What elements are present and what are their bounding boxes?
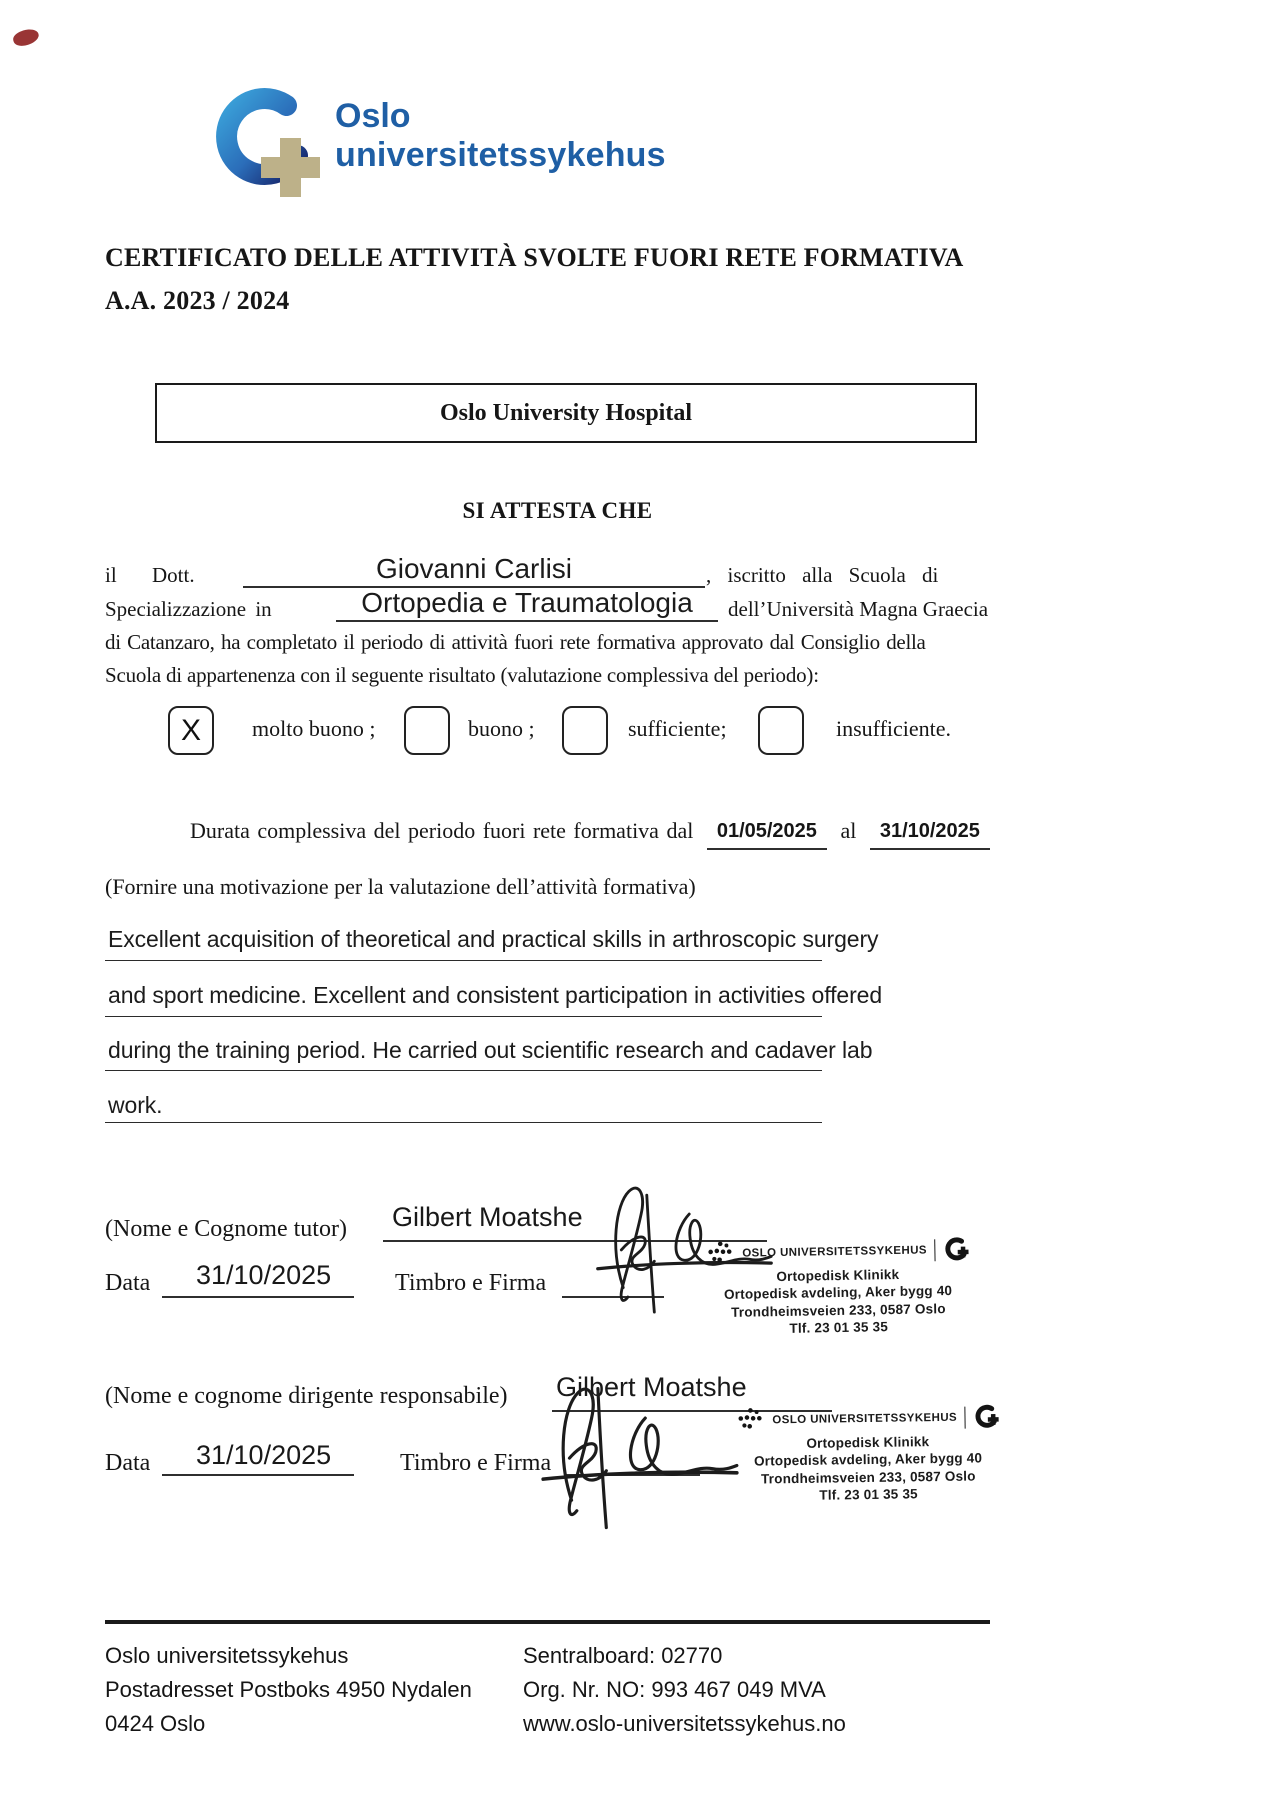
academic-year: A.A. 2023 / 2024 [105, 286, 290, 315]
specialization-field [336, 584, 718, 622]
stamp-phone: Tlf. 23 01 35 35 [789, 1319, 889, 1336]
certificate-title: CERTIFICATO DELLE ATTIVITÀ SVOLTE FUORI RETE FORMATIVA [105, 243, 964, 272]
stamp-divider [934, 1239, 936, 1261]
duration-line [190, 818, 996, 851]
label-molto-buono: molto buono ; [252, 716, 376, 741]
motivation-rule-3 [105, 1070, 822, 1071]
director-data-label: Data [105, 1450, 151, 1476]
motivation-rule-2 [105, 1016, 822, 1017]
date-from-field: 01/05/2025 [707, 820, 827, 850]
motivation-heading: (Fornire una motivazione per la valutazione dell’attività formativa) [105, 874, 696, 899]
tutor-stamp-label: Timbro e Firma [395, 1270, 547, 1296]
motivation-line-1: Excellent acquisition of theoretical and practical skills in arthroscopic surgery [108, 926, 879, 952]
checkbox-buono [404, 706, 450, 755]
date-to-field: 31/10/2025 [870, 820, 990, 850]
hospital-stamp-director [717, 1403, 1018, 1504]
motivation-rule-4 [105, 1122, 822, 1123]
oslo-university-hospital-logo-icon [213, 86, 323, 198]
director-label: (Nome e cognome dirigente responsabile) [105, 1383, 508, 1409]
footer-switchboard: Sentralboard: 02770 [523, 1643, 723, 1668]
motivation-line-4: work. [108, 1092, 163, 1118]
motivation-line-3: during the training period. He carried out scientific research and cadaver lab [108, 1037, 873, 1063]
tutor-date: 31/10/2025 [196, 1260, 332, 1290]
stamp-phone: Tlf. 23 01 35 35 [819, 1486, 918, 1503]
doctor-name-value: Giovanni Carlisi [375, 553, 573, 584]
stamp-org-name: OSLO UNIVERSITETSSYKEHUS [742, 1243, 928, 1260]
stamp-logo-icon [972, 1403, 999, 1430]
footer-website: www.oslo-universitetssykehus.no [523, 1711, 846, 1736]
tutor-label: (Nome e Cognome tutor) [105, 1216, 347, 1242]
stamp-department: Ortopedisk avdeling, Aker bygg 40 [723, 1283, 953, 1302]
logo-wordmark-line1: Oslo [335, 97, 411, 135]
hospital-name: Oslo University Hospital [439, 399, 692, 426]
line2-prefix: Specializzazione in [105, 597, 272, 621]
footer-postal-address: Postadresset Postboks 4950 Nydalen [105, 1677, 472, 1702]
footer-org-name: Oslo universitetssykehus [105, 1643, 349, 1668]
paragraph-line4: Scuola di appartenenza con il seguente risultato (valutazione complessiva del periodo): [105, 663, 819, 687]
checkbox-sufficiente [562, 706, 608, 755]
word-il: il [105, 563, 117, 587]
logo-cross [261, 138, 320, 197]
duration-prefix: Durata complessiva del periodo fuori rete formativa dal [190, 818, 694, 843]
label-buono: buono ; [468, 716, 535, 741]
line2-suffix: dell’Università Magna Graecia [728, 597, 989, 621]
stamp-logo-icon [942, 1236, 969, 1263]
stamp-address: Trondheimsveien 233, 0587 Oslo [730, 1300, 946, 1320]
stamp-divider [964, 1406, 966, 1428]
specialization-value: Ortopedia e Traumatologia [361, 587, 693, 618]
checkbox-insufficiente [758, 706, 804, 755]
doctor-name-field [243, 550, 705, 588]
motivation-rule-1 [105, 960, 822, 961]
paragraph-line3: di Catanzaro, ha completato il periodo di attività fuori rete formativa approvato dal Consiglio della [105, 630, 926, 654]
director-name: Gilbert Moatshe [556, 1372, 747, 1402]
tutor-date-rule [162, 1296, 354, 1298]
stamp-org-name: OSLO UNIVERSITETSSYKEHUS [772, 1411, 958, 1426]
red-ink-mark [11, 26, 40, 48]
checkbox-x-mark: X [180, 713, 201, 747]
logo-wordmark-line2: universitetssykehus [335, 136, 666, 174]
label-sufficiente: sufficiente; [628, 716, 727, 741]
hospital-name-box [155, 383, 977, 443]
motivation-line-2: and sport medicine. Excellent and consistent participation in activities offered [108, 982, 883, 1008]
stamp-clinic: Ortopedisk Klinikk [776, 1266, 900, 1284]
stamp-address: Trondheimsveien 233, 0587 Oslo [760, 1468, 976, 1486]
attestation-heading: SI ATTESTA CHE [462, 498, 653, 523]
stamp-dots-icon [735, 1406, 765, 1433]
footer-org-number: Org. Nr. NO: 993 467 049 MVA [523, 1677, 826, 1702]
line1-suffix: , iscritto alla Scuola di [706, 563, 939, 587]
tutor-name: Gilbert Moatshe [392, 1202, 583, 1232]
stamp-dots-icon [705, 1240, 735, 1268]
label-insufficiente: insufficiente. [836, 716, 952, 741]
director-date: 31/10/2025 [196, 1440, 332, 1470]
director-signature [540, 1372, 740, 1540]
footer-city: 0424 Oslo [105, 1711, 206, 1736]
stamp-clinic: Ortopedisk Klinikk [806, 1433, 930, 1451]
director-date-rule [162, 1474, 354, 1476]
hospital-stamp-tutor [687, 1235, 989, 1337]
stamp-department: Ortopedisk avdeling, Aker bygg 40 [753, 1450, 983, 1469]
word-dott: Dott. [152, 563, 195, 587]
tutor-data-label: Data [105, 1270, 151, 1296]
footer-divider [105, 1620, 990, 1624]
duration-al: al [840, 818, 857, 843]
director-stamp-label: Timbro e Firma [400, 1450, 552, 1476]
checkbox-molto-buono [168, 706, 214, 755]
